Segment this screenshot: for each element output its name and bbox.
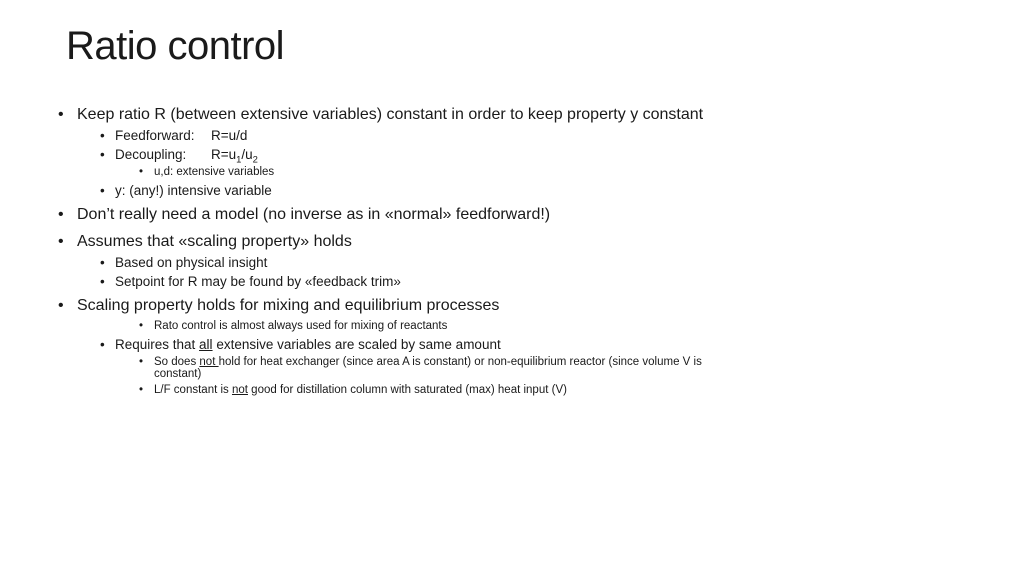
- bullet-lf-constant: [154, 384, 567, 397]
- bullet-icon: •: [139, 320, 144, 332]
- bullet-no-model: Don’t really need a model (no inverse as in «normal» feedforward!): [77, 206, 551, 223]
- bullet-icon: •: [58, 233, 64, 250]
- bullet-scaling-holds: Scaling property holds for mixing and equilibrium processes: [77, 297, 500, 314]
- decoupling-value-a: R=u: [211, 147, 237, 162]
- bullet-feedback-trim: Setpoint for R may be found by «feedback trim»: [115, 274, 401, 289]
- decoupling-sub-1: 1: [236, 154, 242, 166]
- bullet-feedforward: [115, 128, 247, 144]
- bullet-icon: •: [139, 384, 144, 396]
- bullet-icon: •: [100, 337, 105, 352]
- feedforward-label: Feedforward:: [115, 128, 195, 143]
- bullet-icon: •: [58, 206, 64, 223]
- requires-post: extensive variables are scaled by same amount: [212, 337, 501, 352]
- requires-all-underlined: all: [199, 337, 213, 352]
- lf-not-underlined: not: [231, 384, 248, 396]
- bullet-icon: •: [100, 274, 105, 289]
- requires-pre: Requires that: [115, 337, 200, 352]
- bullet-scaling-assumption: Assumes that «scaling property» holds: [77, 233, 352, 250]
- decoupling-label: Decoupling:: [115, 147, 187, 162]
- bullet-icon: •: [58, 297, 64, 314]
- bullet-icon: •: [100, 255, 105, 270]
- lf-pre: L/F constant is: [154, 384, 232, 396]
- heat-exchanger-not-underlined: not: [199, 356, 219, 368]
- bullet-icon: •: [100, 147, 105, 162]
- bullet-requires-all: [115, 337, 501, 353]
- bullet-icon: •: [139, 166, 144, 178]
- decoupling-slash: /u: [241, 147, 253, 162]
- bullet-ud-extensive: u,d: extensive variables: [154, 166, 275, 178]
- bullet-icon: •: [100, 128, 105, 143]
- heat-exchanger-pre: So does: [154, 356, 200, 368]
- bullet-heat-exchanger: [154, 356, 702, 369]
- bullet-decoupling: [115, 147, 258, 166]
- bullet-physical-insight: Based on physical insight: [115, 255, 268, 270]
- bullet-rato-control: Rato control is almost always used for mixing of reactants: [154, 320, 448, 332]
- lf-post: good for distillation column with saturated (max) heat input (V): [247, 384, 567, 396]
- bullet-keep-ratio: Keep ratio R (between extensive variables) constant in order to keep property y constant: [77, 106, 704, 123]
- bullet-icon: •: [139, 356, 144, 368]
- heat-exchanger-continuation: constant): [154, 368, 202, 380]
- decoupling-sub-2: 2: [252, 154, 258, 166]
- slide-title: Ratio control: [66, 24, 285, 68]
- heat-exchanger-post: hold for heat exchanger (since area A is constant) or non-equilibrium reactor (since volume V is: [218, 356, 702, 368]
- bullet-icon: •: [100, 183, 105, 198]
- bullet-intensive: y: (any!) intensive variable: [115, 183, 272, 198]
- bullet-icon: •: [58, 106, 64, 123]
- feedforward-value: R=u/d: [211, 128, 248, 143]
